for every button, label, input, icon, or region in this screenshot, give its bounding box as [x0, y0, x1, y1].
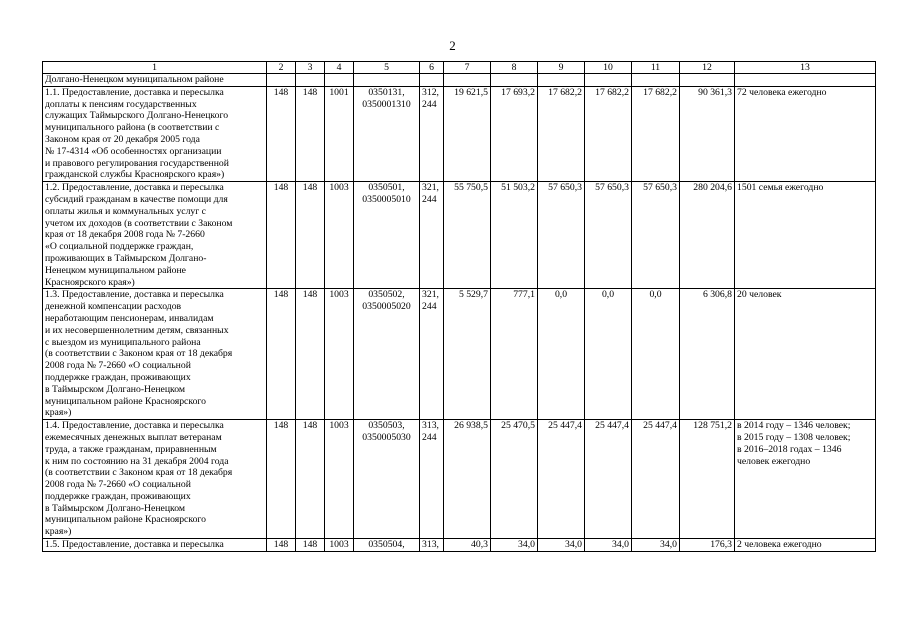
empty-cell	[444, 74, 491, 87]
section-code: 1003	[325, 539, 354, 552]
header-cell: 6	[420, 62, 444, 74]
measure-description: 1.4. Предоставление, доставка и пересылка ежемесячных денежных выплат ветеранам труда, а также гражданам, приравненным к ним по состоянию на 31 декабря 2004 года (в соответствии с Законом края от 18 декабря 2008 года № 7-2660 «О социальной поддержке граждан, проживающих в Таймырском Долгано-Ненецком муниципальном районе Красноярского края»)	[43, 420, 267, 539]
expense-type-code: 313,	[420, 539, 444, 552]
amount-col8: 25 470,5	[491, 420, 538, 539]
total-amount: 6 306,8	[680, 289, 735, 420]
measure-description: 1.2. Предоставление, доставка и пересылка субсидий гражданам в качестве помощи для оплаты жилья и коммунальных услуг с учетом их доходов (в соответствии с Законом края от 18 декабря 2008 года № 7-2660 «О социальной поддержке граждан, проживающих в Таймырском Долгано- Ненецком муниципальном районе Красноярского края»)	[43, 182, 267, 289]
header-cell: 12	[680, 62, 735, 74]
amount-col9: 57 650,3	[538, 182, 585, 289]
amount-col8: 17 693,2	[491, 86, 538, 181]
header-cell: 7	[444, 62, 491, 74]
amount-col7: 55 750,5	[444, 182, 491, 289]
amount-col10: 25 447,4	[585, 420, 632, 539]
table-row	[43, 539, 876, 552]
empty-cell	[680, 74, 735, 87]
header-cell: 9	[538, 62, 585, 74]
expense-type-code: 313, 244	[420, 420, 444, 539]
expected-result: в 2014 году – 1346 человек; в 2015 году – 1308 человек; в 2016–2018 годах – 1346 человек ежегодно	[735, 420, 876, 539]
expected-result: 72 человека ежегодно	[735, 86, 876, 181]
administrator-code: 148	[296, 86, 325, 181]
continuation-text: Долгано-Ненецком муниципальном районе	[43, 74, 267, 87]
amount-col7: 5 529,7	[444, 289, 491, 420]
expense-type-code: 321, 244	[420, 289, 444, 420]
measure-description: 1.3. Предоставление, доставка и пересылка денежной компенсации расходов неработающим пенсионерам, инвалидам и их несовершеннолетним детям, связанных с выездом из муниципального района (в соответствии с Законом края от 18 декабря 2008 года № 7-2660 «О социальной поддержке граждан, проживающих в Таймырском Долгано-Ненецком муниципальном районе Красноярского края»)	[43, 289, 267, 420]
amount-col8: 777,1	[491, 289, 538, 420]
empty-cell	[325, 74, 354, 87]
amount-col10: 57 650,3	[585, 182, 632, 289]
amount-col10: 0,0	[585, 289, 632, 420]
amount-col7: 19 621,5	[444, 86, 491, 181]
amount-col11: 0,0	[632, 289, 680, 420]
amount-col10: 34,0	[585, 539, 632, 552]
continuation-row	[43, 74, 876, 87]
total-amount: 176,3	[680, 539, 735, 552]
header-cell: 10	[585, 62, 632, 74]
page-number: 2	[449, 38, 456, 53]
amount-col11: 25 447,4	[632, 420, 680, 539]
amount-col9: 17 682,2	[538, 86, 585, 181]
empty-cell	[585, 74, 632, 87]
empty-cell	[538, 74, 585, 87]
expected-result: 1501 семья ежегодно	[735, 182, 876, 289]
amount-col8: 51 503,2	[491, 182, 538, 289]
total-amount: 90 361,3	[680, 86, 735, 181]
amount-col7: 40,3	[444, 539, 491, 552]
measure-description: 1.1. Предоставление, доставка и пересылка доплаты к пенсиям государственных служащих Таймырского Долгано-Ненецкого муниципального района (в соответствии с Законом края от 20 декабря 2005 года № 17-4314 «Об особенностях организации и правового регулирования государственной гражданской службы Красноярского края»)	[43, 86, 267, 181]
section-code: 1003	[325, 289, 354, 420]
target-article-code: 0350131, 0350001310	[354, 86, 420, 181]
administrator-code: 148	[296, 289, 325, 420]
table-row	[43, 420, 876, 539]
section-code: 1003	[325, 182, 354, 289]
target-article-code: 0350502, 0350005020	[354, 289, 420, 420]
administrator-code: 148	[296, 182, 325, 289]
empty-cell	[491, 74, 538, 87]
ministry-code: 148	[267, 182, 296, 289]
program-table	[42, 61, 876, 552]
amount-col9: 25 447,4	[538, 420, 585, 539]
administrator-code: 148	[296, 420, 325, 539]
amount-col9: 0,0	[538, 289, 585, 420]
amount-col7: 26 938,5	[444, 420, 491, 539]
header-row	[43, 62, 876, 74]
empty-cell	[267, 74, 296, 87]
ministry-code: 148	[267, 420, 296, 539]
header-cell: 11	[632, 62, 680, 74]
administrator-code: 148	[296, 539, 325, 552]
header-cell: 8	[491, 62, 538, 74]
header-cell: 1	[43, 62, 267, 74]
table-row	[43, 289, 876, 420]
expected-result: 2 человека ежегодно	[735, 539, 876, 552]
expense-type-code: 321, 244	[420, 182, 444, 289]
header-cell: 3	[296, 62, 325, 74]
empty-cell	[420, 74, 444, 87]
empty-cell	[735, 74, 876, 87]
table-row	[43, 182, 876, 289]
amount-col11: 34,0	[632, 539, 680, 552]
amount-col11: 17 682,2	[632, 86, 680, 181]
table-row	[43, 86, 876, 181]
header-cell: 13	[735, 62, 876, 74]
header-cell: 2	[267, 62, 296, 74]
expected-result: 20 человек	[735, 289, 876, 420]
ministry-code: 148	[267, 289, 296, 420]
ministry-code: 148	[267, 86, 296, 181]
section-code: 1003	[325, 420, 354, 539]
header-cell: 5	[354, 62, 420, 74]
amount-col11: 57 650,3	[632, 182, 680, 289]
amount-col8: 34,0	[491, 539, 538, 552]
target-article-code: 0350503, 0350005030	[354, 420, 420, 539]
amount-col9: 34,0	[538, 539, 585, 552]
expense-type-code: 312, 244	[420, 86, 444, 181]
total-amount: 128 751,2	[680, 420, 735, 539]
target-article-code: 0350504,	[354, 539, 420, 552]
ministry-code: 148	[267, 539, 296, 552]
measure-description: 1.5. Предоставление, доставка и пересылка	[43, 539, 267, 552]
section-code: 1001	[325, 86, 354, 181]
empty-cell	[354, 74, 420, 87]
empty-cell	[296, 74, 325, 87]
empty-cell	[632, 74, 680, 87]
amount-col10: 17 682,2	[585, 86, 632, 181]
header-cell: 4	[325, 62, 354, 74]
total-amount: 280 204,6	[680, 182, 735, 289]
target-article-code: 0350501, 0350005010	[354, 182, 420, 289]
